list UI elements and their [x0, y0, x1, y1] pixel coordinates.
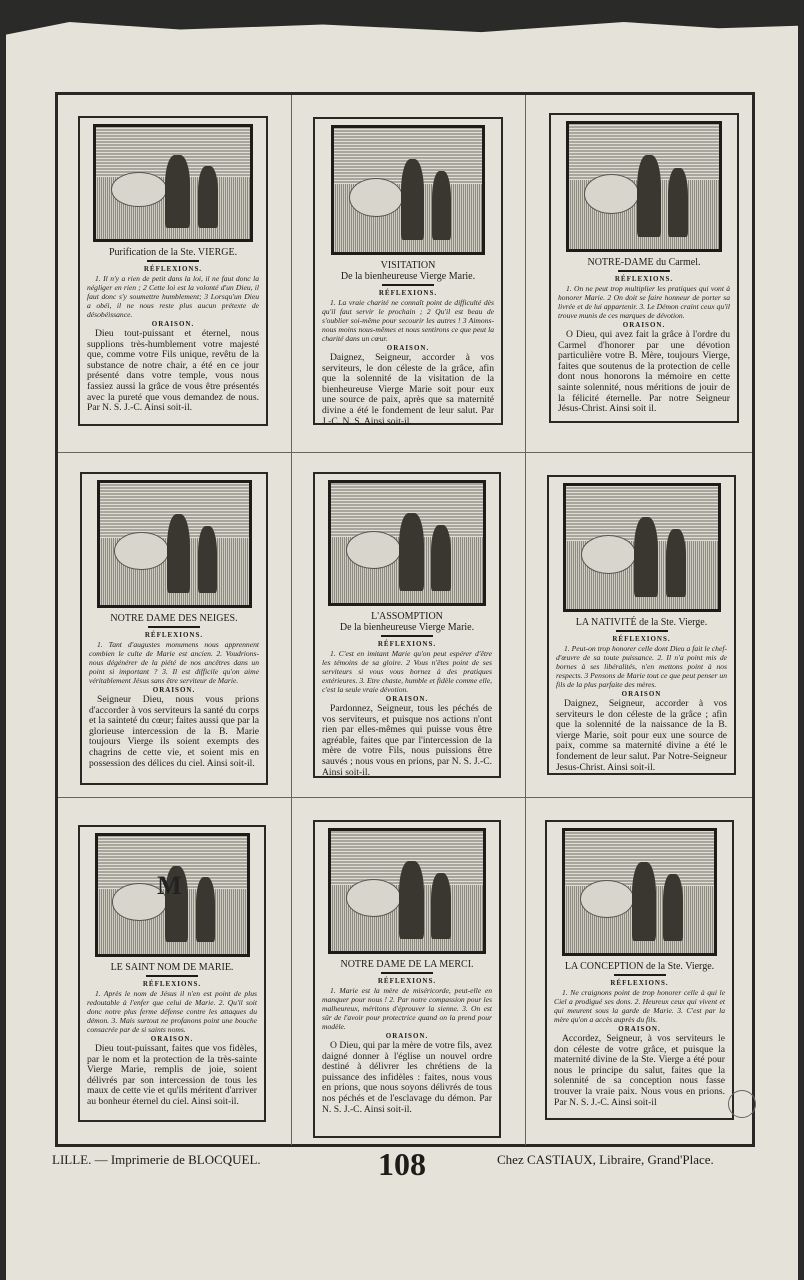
oraison-text: Seigneur Dieu, nous vous prions d'accorder à vos serviteurs la santé du corps et la sainteté du cœur; faites aussi que par la glorieuse intercession de la B. Marie toujours Vierge ils soient exempts des chagrins de cette vie, et soient mis en possession des délices du ciel. Ainsi soit-il. — [89, 694, 259, 769]
engraving-illustration — [328, 480, 486, 606]
panel-title: Purification de la Ste. VIERGE. — [108, 247, 238, 258]
title-rule — [618, 270, 670, 272]
engraving-figure — [196, 877, 215, 942]
engraving-figure — [401, 159, 425, 240]
panel-title: NOTRE-DAME du Carmel. — [587, 257, 701, 268]
panel-title: NOTRE DAME DES NEIGES. — [110, 613, 238, 624]
oraison-text: O Dieu, qui avez fait la grâce à l'ordre du Carmel d'honorer par une dévotion particulière votre B. Mère, toujours Vierge, faites que soutenus de la protection de celle dont nous honorons la mémoire en cette sainte solennité, nous méritions de jouir de la félicité éternelle. Par notre Seigneur Jésus-Christ. Ainsi soit il. — [558, 329, 730, 415]
engraving-cloud — [581, 535, 636, 574]
engraving-cloud — [114, 532, 168, 571]
engraving-figure — [167, 514, 191, 593]
oraison-text: O Dieu, qui par la mère de votre fils, avez daigné donner à l'église un nouvel ordre destiné à délivrer les chrétiens de la puissance des infidèles : faites, nous vous en prions, que nous soyons délivrés de tous nos péchés et de l'esclavage du démon. Par N. S. J.-C. Ainsi soit-il. — [322, 1040, 492, 1115]
engraving-illustration — [328, 828, 486, 954]
engraving-cloud — [349, 178, 403, 217]
panel-title: LA CONCEPTION de la Ste. Vierge. — [564, 961, 715, 972]
engraving-figure — [399, 513, 423, 591]
engraving-figure — [165, 155, 190, 228]
engraving-illustration — [95, 833, 250, 957]
oraison-label: ORAISON. — [385, 1032, 429, 1040]
prayer-panel — [78, 116, 268, 426]
engraving-figure — [668, 168, 688, 237]
engraving-cloud — [111, 172, 167, 208]
prayer-panel — [80, 472, 268, 785]
panel-title: LA NATIVITÉ de la Ste. Vierge. — [575, 617, 708, 628]
engraving-figure — [399, 861, 423, 939]
prayer-panel — [313, 117, 503, 425]
title-rule — [614, 974, 666, 976]
engraving-figure — [198, 166, 218, 228]
engraving-figure — [432, 171, 451, 239]
title-rule — [382, 284, 434, 286]
engraving-figure — [666, 529, 686, 597]
engraving-figure — [198, 526, 217, 593]
reflexions-label: RÉFLEXIONS. — [377, 977, 437, 985]
title-rule — [381, 635, 433, 637]
reflexions-label: RÉFLEXIONS. — [377, 640, 437, 648]
panel-title: LE SAINT NOM DE MARIE. — [110, 962, 234, 973]
row-divider — [58, 797, 752, 798]
oraison-label: ORAISON. — [152, 686, 196, 694]
reflexions-text: 1. Après le nom de Jésus il n'en est point de plus redoutable à l'enfer que celui de Marie. 2. Qu'il soit donc notre plus ferme défense contre les attaques du démon. 3. Mais surtout ne profanons point une bouche consacrée par de si saints noms. — [87, 989, 257, 1034]
panel-subtitle: De la bienheureuse Vierge Marie. — [339, 622, 475, 633]
reflexions-text: 1. On ne peut trop multiplier les pratiques qui vont à honorer Marie. 2 On doit se faire honneur de porter sa livrée et de lui appartenir. 3. Le Démon craint ceux qu'il trouve munis de ces marques de dévotion. — [558, 284, 730, 320]
oraison-text: Dieu tout-puissant et éternel, nous supplions très-humblement votre majesté que, comme votre Fils unique, revêtu de la substance de notre chair, a été en ce jour présenté dans votre temple, vous nous fassiez aussi la grâce de vous être présentés avec la pureté que vous demandez de nous. Par N. S. J.-C. Ainsi soit-il. — [87, 328, 259, 414]
column-divider — [525, 95, 526, 1145]
prayer-panel — [313, 820, 501, 1138]
reflexions-label: RÉFLEXIONS. — [143, 265, 203, 273]
reflexions-text: 1. Il n'y a rien de petit dans la loi, il ne faut donc la négliger en rien ; 2 Cette loi est la volonté d'un Dieu, il faut donc s'y soumettre humblement; 3 Lorsqu'un Dieu a obéi, il ne nous reste plus aucun prétexte de désobéissance. — [87, 274, 259, 319]
engraving-figure — [632, 862, 656, 941]
reflexions-text: 1. Ne craignons point de trop honorer celle à qui le Ciel a prodigué ses dons. 2. Heureux ceux qui vivent et qui meurent sous la garde de Marie. 3. C'est par la mère qu'on a accès auprès du fils. — [554, 988, 725, 1024]
oraison-label: ORAISON — [621, 690, 662, 698]
oraison-label: ORAISON. — [622, 321, 666, 329]
engraving-figure — [637, 155, 661, 236]
engraving-illustration — [331, 125, 485, 255]
engraving-cloud — [346, 879, 401, 917]
engraving-illustration — [566, 121, 722, 252]
panel-title: NOTRE DAME DE LA MERCI. — [340, 959, 474, 970]
panel-subtitle: De la bienheureuse Vierge Marie. — [340, 271, 476, 282]
library-stamp — [728, 1090, 756, 1118]
engraving-cloud — [346, 531, 401, 569]
panel-title: L'ASSOMPTION — [371, 611, 443, 622]
reflexions-label: RÉFLEXIONS. — [614, 275, 674, 283]
reflexions-label: RÉFLEXIONS. — [144, 631, 204, 639]
title-rule — [146, 975, 198, 977]
title-rule — [616, 630, 668, 632]
reflexions-text: 1. Tant d'augustes monumens nous apprennent combien le culte de Marie est ancien. 2. Voudrions-nous dégénérer de la piété de nos ancêtres dans un point si important ? 3. Il est difficile qu'on aime véritablement Jésus sans être serviteur de Marie. — [89, 640, 259, 685]
oraison-label: ORAISON. — [151, 320, 195, 328]
reflexions-text: 1. C'est en imitant Marie qu'on peut espérer d'être les témoins de sa gloire. 2 Vous n'êtes point de ses serviteurs si vous vous bornez à des pratiques extérieures. 3. Etre chaste, humble et fidèle comme elle, c'est la seule vraie dévotion. — [322, 649, 492, 694]
engraving-figure — [663, 874, 682, 941]
prayer-panel — [547, 475, 736, 775]
engraving-cloud — [584, 174, 639, 214]
prayer-panel — [78, 825, 266, 1122]
prayer-panel — [549, 113, 739, 423]
reflexions-text: 1. La vraie charité ne connaît point de difficulté dès qu'il faut servir le prochain ; 2 Qu'il est beau de s'oublier soi-même pour secourir les autres ! 3 Aimons-nous moins nous-mêmes et nous sentirons ce que peut la charité dans un cœur. — [322, 298, 494, 343]
panel-title: VISITATION — [380, 260, 436, 271]
engraving-figure — [634, 517, 658, 597]
oraison-text: Daignez, Seigneur, accorder à vos serviteurs le don céleste de la grâce ; afin que la solennité de la naissance de la B. vierge Marie, soit pour eux une source de paix, comme sa maternité divine a été le fondement de leur salut. Par Notre-Seigneur Jesus-Christ. Ainsi soit-il. — [556, 698, 727, 773]
title-rule — [147, 260, 199, 262]
engraving-illustration — [562, 828, 717, 956]
oraison-label: ORAISON. — [618, 1025, 661, 1033]
oraison-label: ORAISON. — [385, 695, 429, 703]
monogram: M — [157, 871, 182, 901]
reflexions-text: 1. Marie est la mère de miséricorde, peut-elle en manquer pour nous ! 2. Par notre compassion pour les malheureux, méritons d'éprouver la sienne. 3. On est sûr de l'avoir pour protectrice quand on la prend pour modèle. — [322, 986, 492, 1031]
oraison-label: ORAISON. — [150, 1035, 194, 1043]
engraving-figure — [431, 873, 451, 939]
engraving-figure — [431, 525, 451, 591]
printer-imprint: LILLE. — Imprimerie de BLOCQUEL. — [52, 1152, 261, 1167]
reflexions-text: 1. Peut-on trop honorer celle dont Dieu a fait le chef-d'œuvre de sa toute puissance. 2. Il n'a point mis de bornes à ses libéralités, n'en mettons point à nos respects. 3 Pensons de Marie tout ce que peut penser un fils de la plus parfaite des mères. — [556, 644, 727, 689]
title-rule — [381, 972, 433, 974]
engraving-illustration — [97, 480, 252, 608]
reflexions-label: RÉFLEXIONS. — [610, 979, 669, 987]
oraison-text: Daignez, Seigneur, accorder à vos serviteurs, le don céleste de la grâce, afin que la solennité de la visitation de la bienheureuse Vierge Marie soit pour eux une source de paix, après que sa maternité divine a été le fondement de leur salut. Par J.-C. N. S. Ainsi soit-il. — [322, 352, 494, 427]
prayer-panel — [313, 472, 501, 778]
oraison-label: ORAISON. — [386, 344, 430, 352]
oraison-text: Dieu tout-puissant, faites que vos fidèles, par le nom et la protection de la très-sainte Vierge Marie, remplis de joie, soient délivrés par son intercession de tous les maux de cette vie et qu'ils méritent d'arriver au bonheur éternel du ciel. Ainsi soit-il. — [87, 1043, 257, 1107]
engraving-cloud — [580, 880, 634, 919]
oraison-text: Accordez, Seigneur, à vos serviteurs le don céleste de votre grâce, et puisque la maternité divine de la Ste. Vierge a été pour nous le principe du salut, faites que la solennité de sa conception nous fasse trouver la vraie paix. Nous vous en prions. Par N. S. J.-C. Ainsi soit-il — [554, 1033, 725, 1108]
reflexions-label: RÉFLEXIONS. — [612, 635, 671, 643]
engraving-illustration — [563, 483, 721, 612]
oraison-text: Pardonnez, Seigneur, tous les péchés de vos serviteurs, et puisque nos actions n'ont rien par elles-mêmes qui puisse vous être agréable, faites que par l'intercession de la mère de votre Fils, nous puissions être sauvés ; nous vous en prions, par N. S. J.-C. Ainsi soit-il. — [322, 703, 492, 778]
engraving-illustration — [93, 124, 253, 242]
prayer-panel — [545, 820, 734, 1120]
seller-imprint: Chez CASTIAUX, Libraire, Grand'Place. — [497, 1152, 714, 1167]
sheet-number: 108 — [378, 1146, 426, 1182]
reflexions-label: RÉFLEXIONS. — [378, 289, 438, 297]
reflexions-label: RÉFLEXIONS. — [142, 980, 202, 988]
row-divider — [58, 452, 752, 453]
title-rule — [148, 626, 200, 628]
column-divider — [291, 95, 292, 1145]
